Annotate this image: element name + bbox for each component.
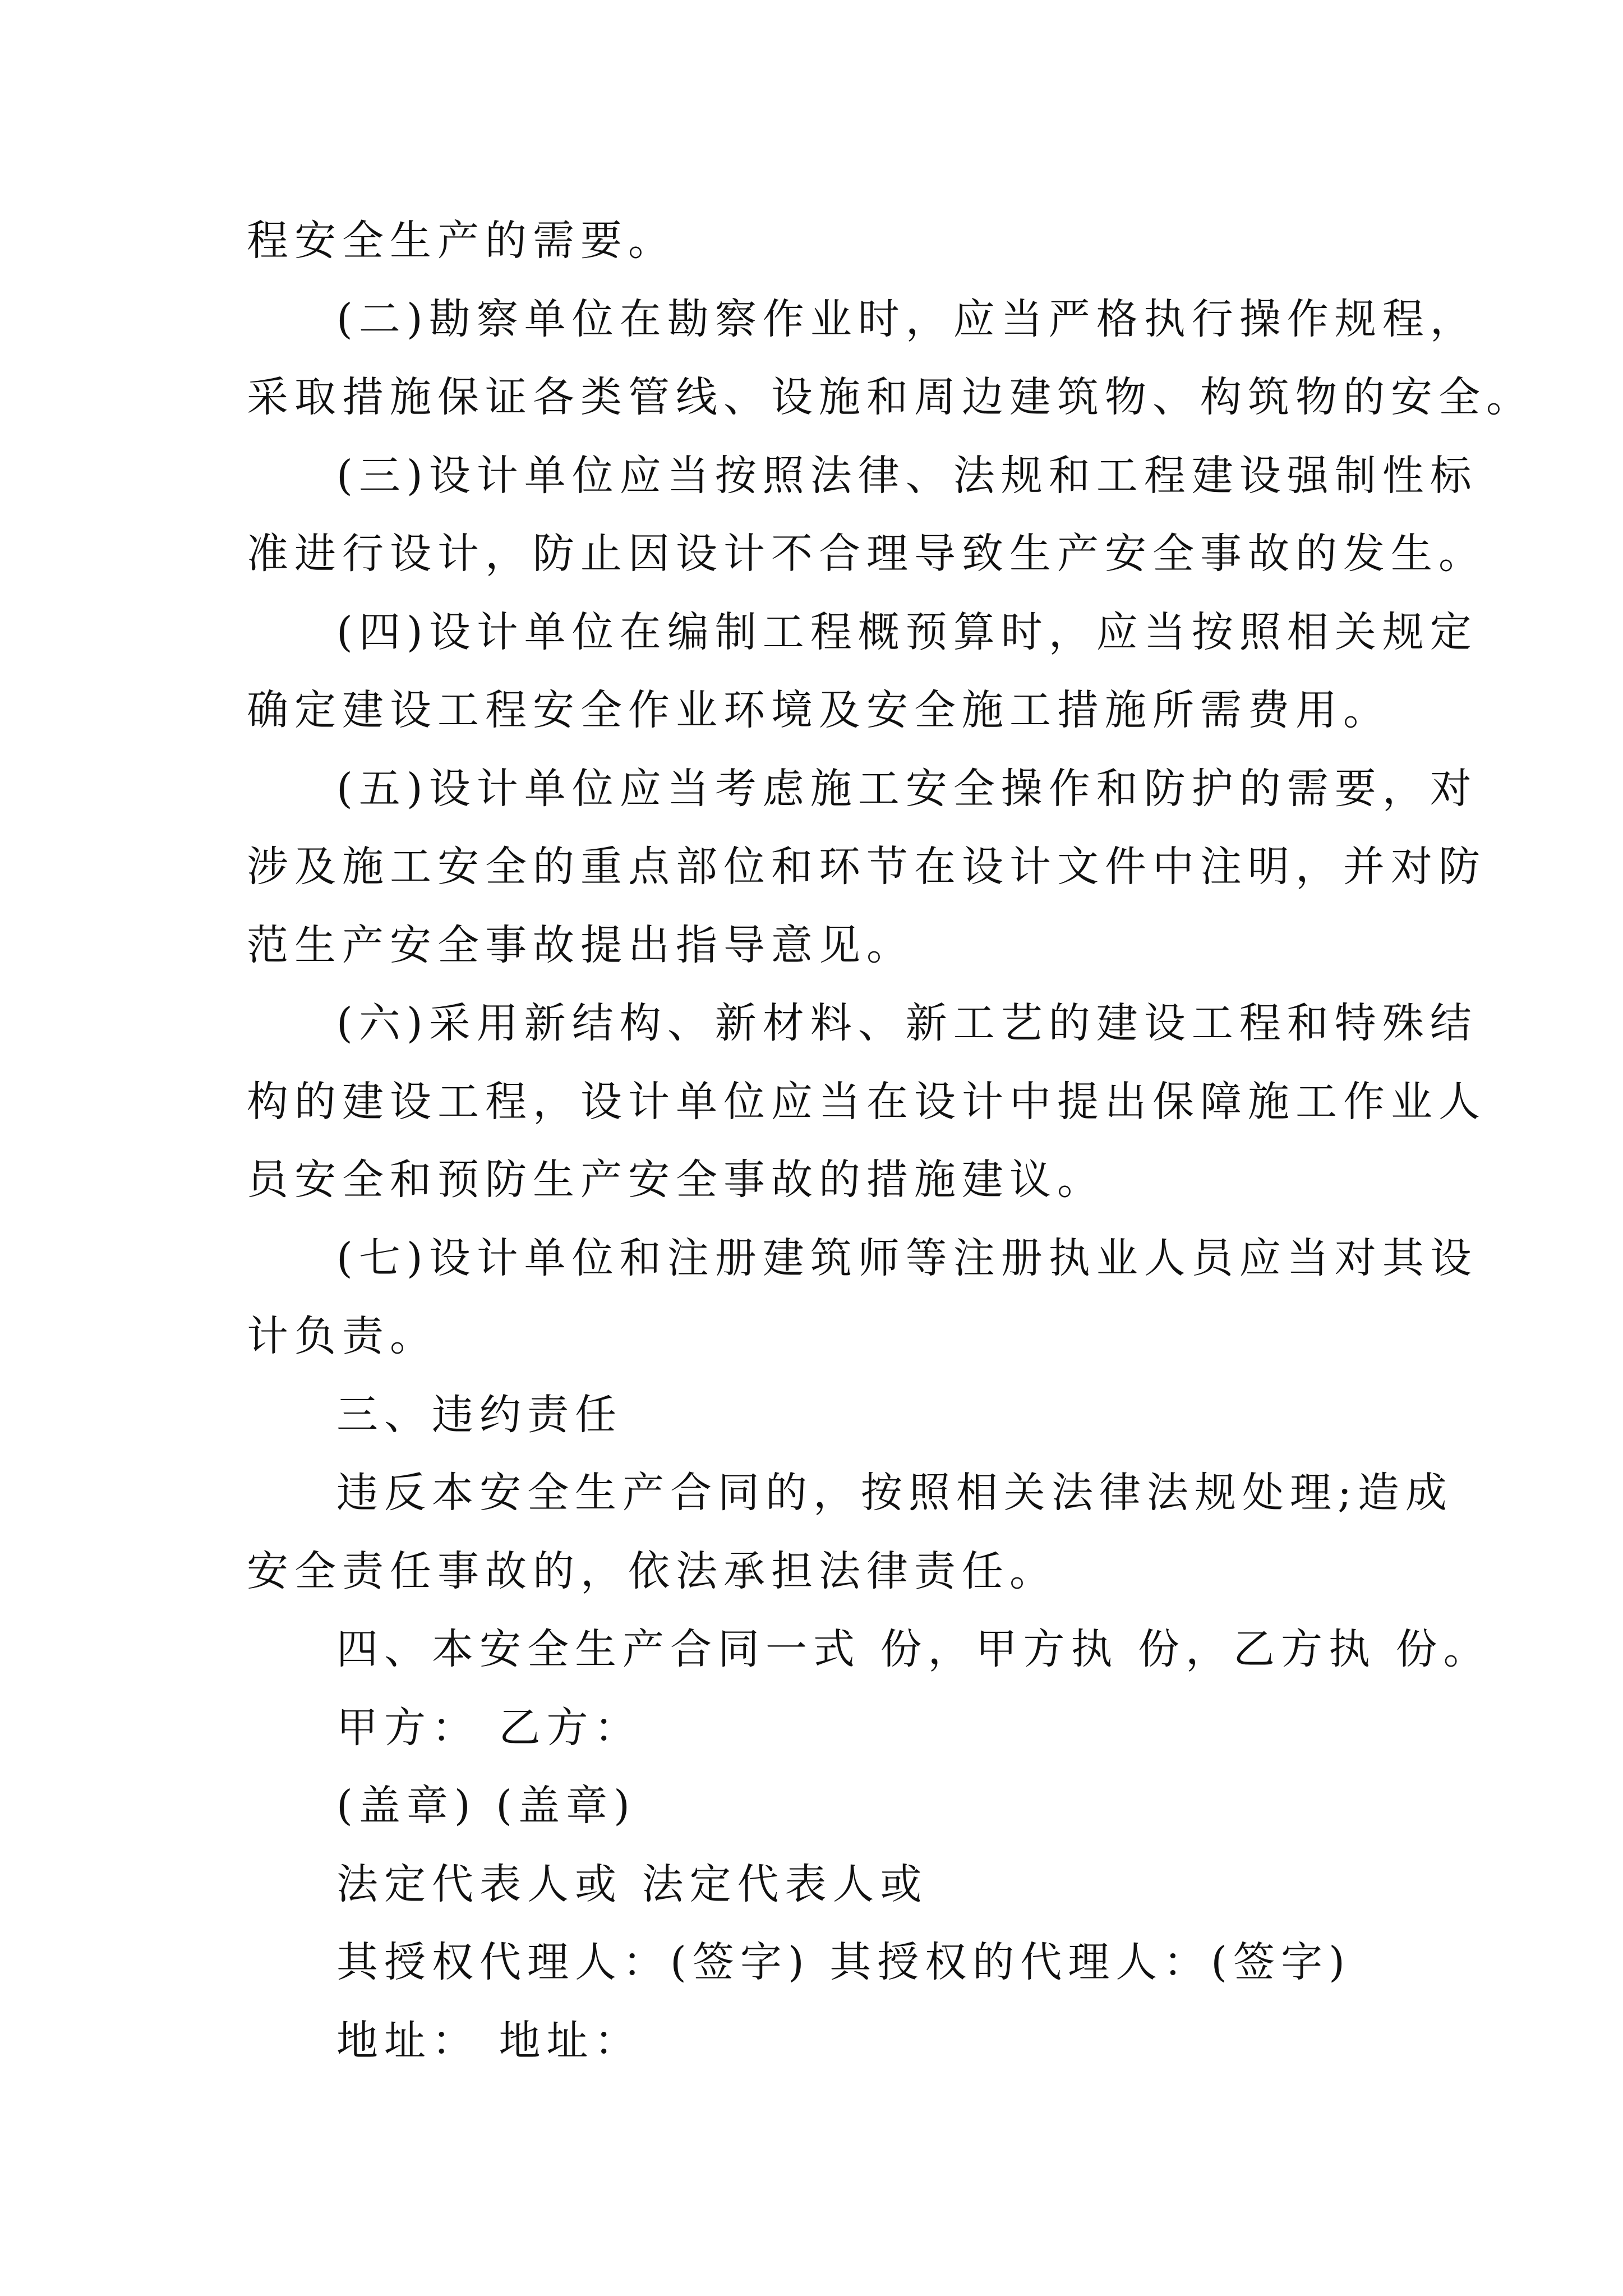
text-line: 违反本安全生产合同的，按照相关法律法规处理;造成 bbox=[336, 1469, 1453, 1517]
text-line: 涉及施工安全的重点部位和环节在设计文件中注明，并对防 bbox=[247, 843, 1486, 891]
section-heading: 三、违约责任 bbox=[336, 1390, 623, 1439]
signature-party-line: 甲方： 乙方： bbox=[336, 1703, 642, 1752]
text-line: 四、本安全生产合同一式 份，甲方执 份，乙方执 份。 bbox=[336, 1625, 1491, 1673]
signature-representative-line: 法定代表人或 法定代表人或 bbox=[336, 1860, 928, 1908]
text-line: 计负责。 bbox=[247, 1312, 437, 1360]
text-line: (五)设计单位应当考虑施工安全操作和防护的需要，对 bbox=[336, 764, 1478, 813]
text-line: 准进行设计，防止因设计不合理导致生产安全事故的发生。 bbox=[247, 530, 1486, 578]
text-line: (六)采用新结构、新材料、新工艺的建设工程和特殊结 bbox=[336, 999, 1478, 1047]
signature-address-line: 地址： 地址： bbox=[336, 2016, 642, 2065]
text-line: 采取措施保证各类管线、设施和周边建筑物、构筑物的安全。 bbox=[247, 373, 1534, 421]
text-line: 确定建设工程安全作业环境及安全施工措施所需费用。 bbox=[247, 686, 1391, 734]
text-line: 构的建设工程，设计单位应当在设计中提出保障施工作业人 bbox=[247, 1077, 1486, 1126]
text-line: 范生产安全事故提出指导意见。 bbox=[247, 921, 914, 969]
text-line: (三)设计单位应当按照法律、法规和工程建设强制性标 bbox=[336, 451, 1478, 500]
text-line: (二)勘察单位在勘察作业时，应当严格执行操作规程， bbox=[336, 295, 1478, 343]
document-body bbox=[247, 202, 1534, 2080]
signature-seal-line: (盖章) (盖章) bbox=[336, 1782, 637, 1830]
text-line: 程安全生产的需要。 bbox=[247, 217, 676, 265]
text-line: 员安全和预防生产安全事故的措施建议。 bbox=[247, 1156, 1105, 1204]
text-line: (四)设计单位在编制工程概预算时，应当按照相关规定 bbox=[336, 608, 1478, 656]
text-line: (七)设计单位和注册建筑师等注册执业人员应当对其设 bbox=[336, 1234, 1478, 1282]
text-line: 安全责任事故的，依法承担法律责任。 bbox=[247, 1547, 1057, 1595]
signature-agent-line: 其授权代理人：(签字) 其授权的代理人：(签字) bbox=[336, 1938, 1352, 1986]
